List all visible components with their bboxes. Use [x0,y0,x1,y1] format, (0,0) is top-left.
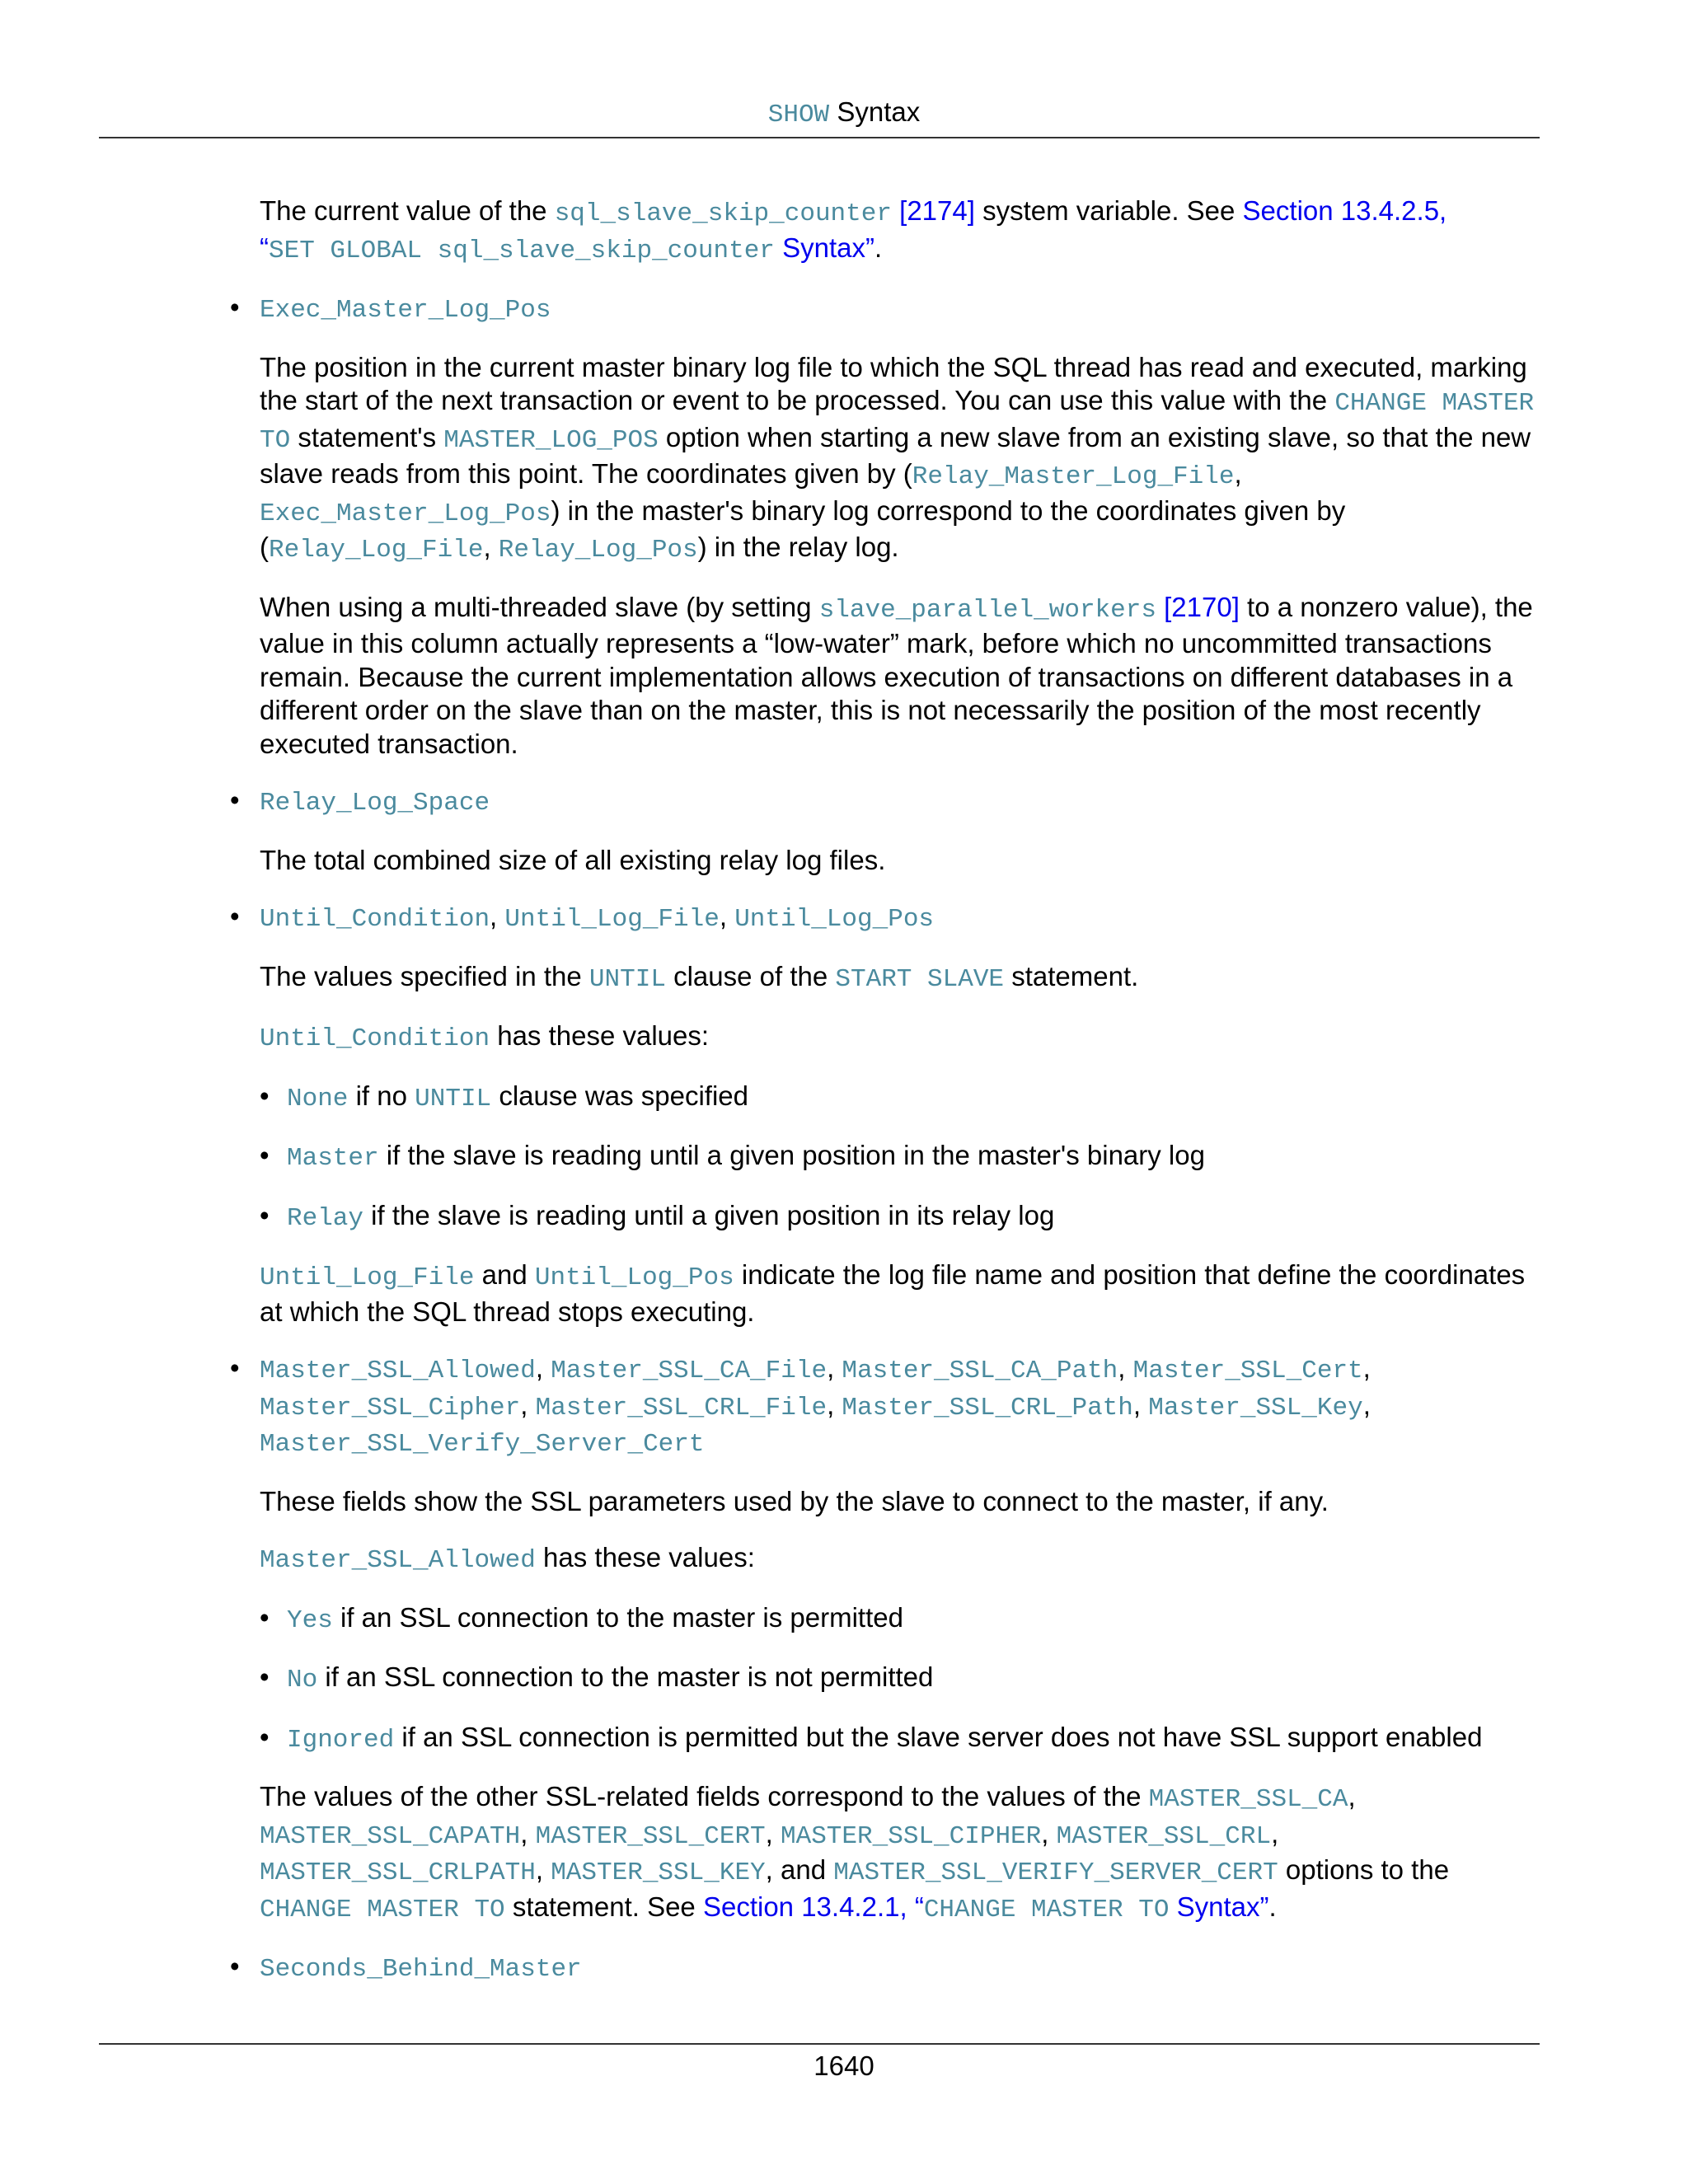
bullet: • [230,1951,240,1981]
bullet: • [260,1140,270,1170]
link-quote[interactable]: “ [260,232,269,263]
text: if an SSL connection is permitted but the slave server does not have SSL support enabled [394,1721,1483,1752]
separator: , [490,901,505,931]
code-until: UNTIL [415,1084,492,1113]
list-item [260,1661,1545,1698]
header-rule [99,137,1540,138]
separator: , and [765,1854,834,1885]
link-code-change-master-to[interactable]: CHANGE MASTER TO [923,1895,1170,1924]
text: option when starting a new slave from an existing slave, so that the new slave reads from this point. The coordinates given by ( [260,421,1531,489]
text: . [1268,1891,1277,1922]
bullet: • [260,1661,270,1692]
page-body [230,194,1545,2010]
text: if an SSL connection to the master is not permitted [317,1661,934,1692]
separator: , [1132,1389,1149,1420]
code-option: MASTER_SSL_CRL [1056,1821,1272,1851]
text: if no [348,1080,415,1111]
code-sql-slave-skip-counter: sql_slave_skip_counter [554,199,892,228]
text: if an SSL connection to the master is permitted [332,1601,903,1633]
exec-pos-paragraph-1 [260,351,1545,568]
bullet: • [230,901,240,931]
text: When using a multi-threaded slave (by setting [260,591,819,622]
term-exec-master-log-pos [230,291,1545,328]
relay-space-description: The total combined size of all existing relay log files. [260,844,886,875]
code-slave-parallel-workers: slave_parallel_workers [818,595,1156,625]
term-seconds-behind-master [230,1950,1545,1987]
list-item [260,1721,1545,1758]
term-code: Master_SSL_CA_File [551,1357,828,1385]
text: . [874,232,883,263]
list-item [260,1139,1545,1176]
term-code: Until_Log_File [504,905,720,934]
bullet: • [260,1080,270,1111]
code-option: MASTER_SSL_CIPHER [781,1821,1042,1851]
separator: , [719,901,735,931]
code-option: MASTER_SSL_VERIFY_SERVER_CERT [833,1858,1278,1887]
separator: , [535,1352,551,1383]
text: , [483,532,499,562]
term-until-fields [230,900,1545,937]
code-relay-master-log-file: Relay_Master_Log_File [912,462,1235,491]
term-code: Until_Log_Pos [734,905,935,934]
link-syntax[interactable]: Syntax” [1169,1891,1269,1922]
bullet: • [230,1352,240,1383]
exec-pos-paragraph-2 [260,591,1545,762]
term-code: Master_SSL_Allowed [260,1357,536,1385]
text: ) in the relay log. [697,532,899,562]
until-paragraph-2 [260,1019,1545,1057]
code-value: Ignored [287,1725,395,1755]
text: options to the [1278,1854,1450,1885]
link-ref-2170[interactable]: [2170] [1164,591,1240,622]
code-relay-log-pos: Relay_Log_Pos [498,536,698,565]
bullet: • [230,785,240,815]
code-master-ssl-allowed: Master_SSL_Allowed [260,1546,536,1575]
bullet: • [260,1199,270,1230]
ssl-paragraph-2 [260,1541,1545,1578]
code-change-master-to: CHANGE MASTER TO [260,389,1535,455]
link-syntax[interactable]: Syntax” [774,232,874,263]
text: has these values: [490,1020,710,1051]
list-item [260,1199,1545,1236]
code-option: MASTER_SSL_CAPATH [260,1821,521,1851]
code-value: Yes [287,1605,333,1635]
link-ref-2174[interactable]: [2174] [899,195,975,226]
header-code: SHOW [767,101,830,129]
code-option: MASTER_SSL_CA [1148,1785,1348,1814]
list-item [260,1601,1545,1638]
text: has these values: [535,1542,755,1572]
term-code: Master_SSL_Cipher [260,1393,521,1422]
term-relay-log-space [230,784,1545,821]
text: to a nonzero value), the value in this column actually represents a “low-water” mark, before which no uncommitted transactions remain. Because the current implementation allows execution of transactions on different databases in a different order on the slave than on the master, this is not necessarily the position of the most recently executed transaction. [260,591,1533,759]
code-value: No [287,1666,318,1694]
bullet: • [260,1721,270,1752]
text: statement. [1004,960,1139,991]
code-option: MASTER_SSL_CRLPATH [260,1858,536,1887]
separator: , [765,1817,781,1849]
until-paragraph-3 [260,1258,1545,1329]
code-value: None [287,1084,349,1113]
separator: , [1348,1781,1356,1811]
link-section-13-4-2-5[interactable]: Section 13.4.2.5, [1242,195,1447,226]
separator: , [1271,1817,1279,1849]
ssl-paragraph-3 [260,1780,1545,1927]
code-until-log-file: Until_Log_File [260,1263,475,1292]
term-code: Exec_Master_Log_Pos [260,296,551,325]
code-relay-log-file: Relay_Log_File [269,536,484,565]
code-until-log-pos: Until_Log_Pos [534,1263,734,1292]
bullet: • [230,292,240,322]
link-section-13-4-2-1[interactable]: Section 13.4.2.1, “ [702,1891,924,1922]
bullet: • [260,1601,270,1633]
text: The position in the current master binary log file to which the SQL thread has read and executed, marking the start of the next transaction or event to be processed. You can use this value with the [260,351,1527,415]
code-value: Relay [287,1203,364,1233]
term-ssl-fields [230,1352,1545,1462]
intro-paragraph [260,194,1545,268]
code-value: Master [287,1144,379,1173]
separator: , [1041,1817,1057,1849]
page-header [0,95,1688,133]
header-text: Syntax [837,96,921,127]
code-master-log-pos: MASTER_LOG_POS [443,425,659,455]
page-number: 1640 [814,2050,874,2081]
separator: , [520,1817,536,1849]
text: statement's [290,421,444,452]
term-code: Master_SSL_CRL_Path [842,1393,1133,1422]
text: , [1234,458,1242,489]
separator: , [827,1352,842,1383]
separator: , [1362,1352,1371,1383]
text: clause was specified [491,1080,748,1111]
separator: , [1362,1389,1371,1420]
until-paragraph-1 [260,960,1545,997]
term-code: Master_SSL_CA_Path [842,1357,1118,1385]
term-code: Master_SSL_CRL_File [535,1393,828,1422]
text: indicate the log file name and position that define the coordinates at which the SQL thread stops executing. [260,1259,1526,1327]
text: system variable. See [974,195,1243,226]
code-start-slave: START SLAVE [835,964,1005,994]
text: statement. See [504,1891,703,1922]
code-change-master-to: CHANGE MASTER TO [260,1895,505,1924]
code-exec-master-log-pos: Exec_Master_Log_Pos [260,499,551,528]
term-code: Until_Condition [260,905,490,934]
text: ) in the master's binary log correspond to the coordinates given by ( [260,494,1346,562]
text: and [474,1259,535,1290]
text: The values of the other SSL-related fields correspond to the values of the [260,1781,1149,1811]
term-code: Master_SSL_Key [1148,1393,1363,1422]
code-option: MASTER_SSL_KEY [551,1858,766,1887]
text: clause of the [665,960,836,991]
footer-rule [99,2043,1540,2045]
text: if the slave is reading until a given position in its relay log [363,1199,1055,1230]
text: The current value of the [260,195,555,226]
text: if the slave is reading until a given position in the master's binary log [378,1140,1205,1170]
separator: , [520,1389,536,1420]
term-code: Relay_Log_Space [260,789,490,818]
separator: , [1118,1352,1133,1383]
separator: , [827,1389,842,1420]
code-until-condition: Until_Condition [260,1024,490,1053]
term-code: Master_SSL_Verify_Server_Cert [260,1430,705,1459]
term-code: Seconds_Behind_Master [260,1955,582,1984]
term-code: Master_SSL_Cert [1132,1357,1363,1385]
text: The values specified in the [260,960,589,991]
code-until: UNTIL [588,964,666,994]
separator: , [535,1854,551,1885]
code-option: MASTER_SSL_CERT [535,1821,766,1851]
link-code-set-global[interactable]: SET GLOBAL sql_slave_skip_counter [269,236,775,265]
list-item [260,1080,1545,1117]
ssl-paragraph-1: These fields show the SSL parameters used by the slave to connect to the master, if any. [260,1485,1329,1516]
